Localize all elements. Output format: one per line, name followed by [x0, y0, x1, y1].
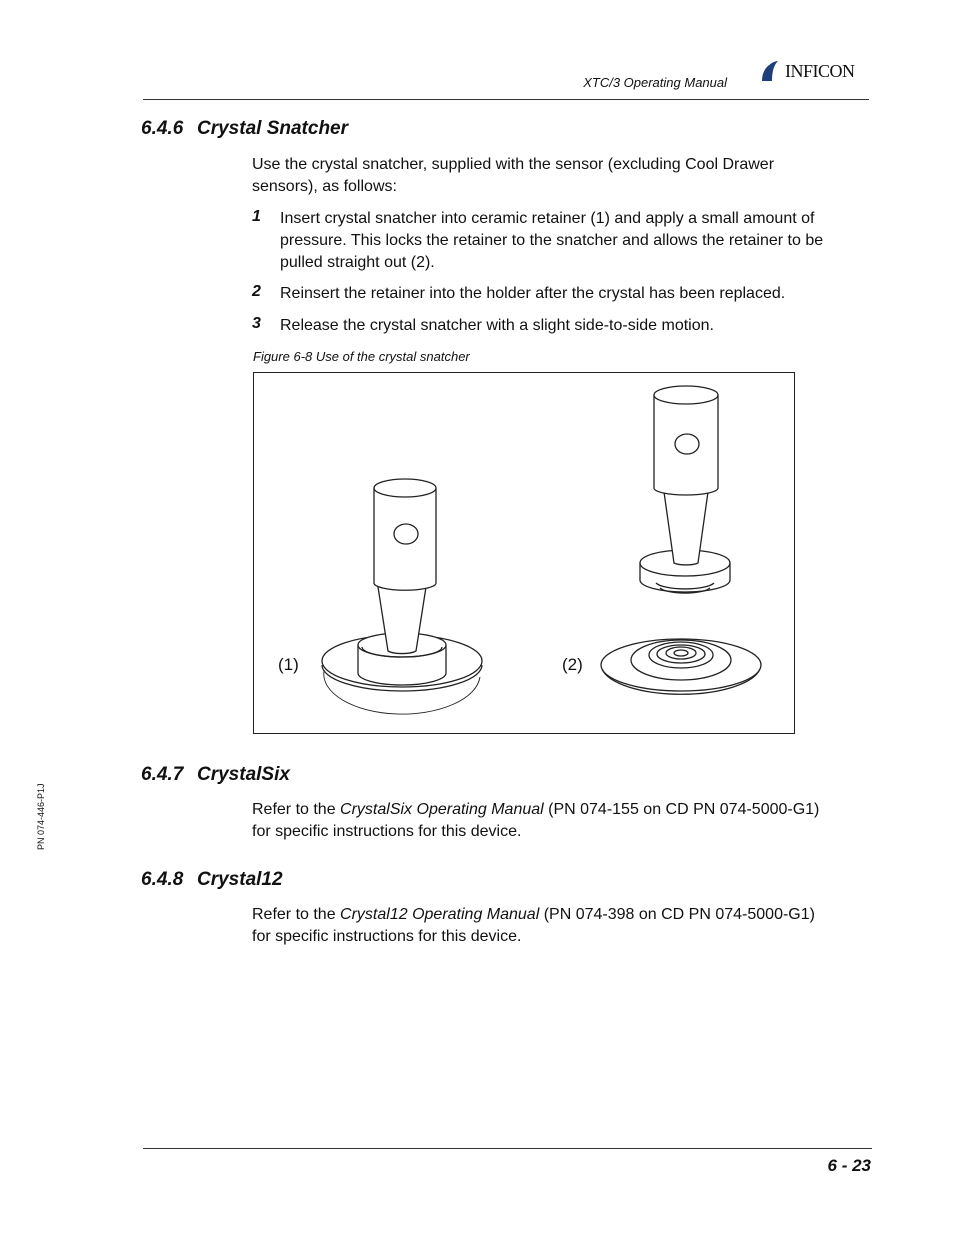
page-number: 6 - 23 [827, 1156, 871, 1175]
part-number-side-label: PN 074-446-P1J [36, 783, 46, 850]
section-heading-6-4-7: 6.4.7 CrystalSix [141, 764, 290, 785]
crystal-snatcher-drawing [254, 373, 793, 732]
crystal-snatcher-figure [253, 372, 795, 734]
figure-label-1: (1) [278, 655, 299, 674]
step-text-1: Insert crystal snatcher into ceramic retainer (1) and apply a small amount of pressure. This locks the retainer to the snatcher and allows the retainer to be pulled straight out (2). [280, 210, 824, 271]
figure-caption: Figure 6-8 Use of the crystal snatcher [253, 349, 470, 364]
crystal12-text: Refer to the Crystal12 Operating Manual (PN 074-398 on CD PN 074-5000-G1) for specific instructions for this device. [252, 906, 815, 945]
header-rule [143, 99, 869, 100]
section-intro: Use the crystal snatcher, supplied with the sensor (excluding Cool Drawer sensors), as follows: [252, 156, 775, 195]
section-heading-6-4-8: 6.4.8 Crystal12 [141, 869, 283, 890]
inficon-logo [760, 58, 872, 84]
section-heading-6-4-6: 6.4.6 Crystal Snatcher [141, 118, 349, 139]
footer-rule [143, 1148, 872, 1149]
step-number-1: 1 [252, 208, 261, 225]
step-text-3: Release the crystal snatcher with a slight side-to-side motion. [280, 317, 714, 334]
step-text-2: Reinsert the retainer into the holder after the crystal has been replaced. [280, 285, 786, 302]
inficon-logo-icon [760, 59, 782, 83]
step-number-3: 3 [252, 315, 261, 332]
logo-text: INFICON [785, 60, 855, 81]
figure-label-2: (2) [562, 655, 583, 674]
crystalsix-text: Refer to the CrystalSix Operating Manual (PN 074-155 on CD PN 074-5000-G1) for specific instructions for this device. [252, 801, 820, 840]
step-number-2: 2 [252, 283, 261, 300]
manual-title: XTC/3 Operating Manual [583, 75, 727, 90]
